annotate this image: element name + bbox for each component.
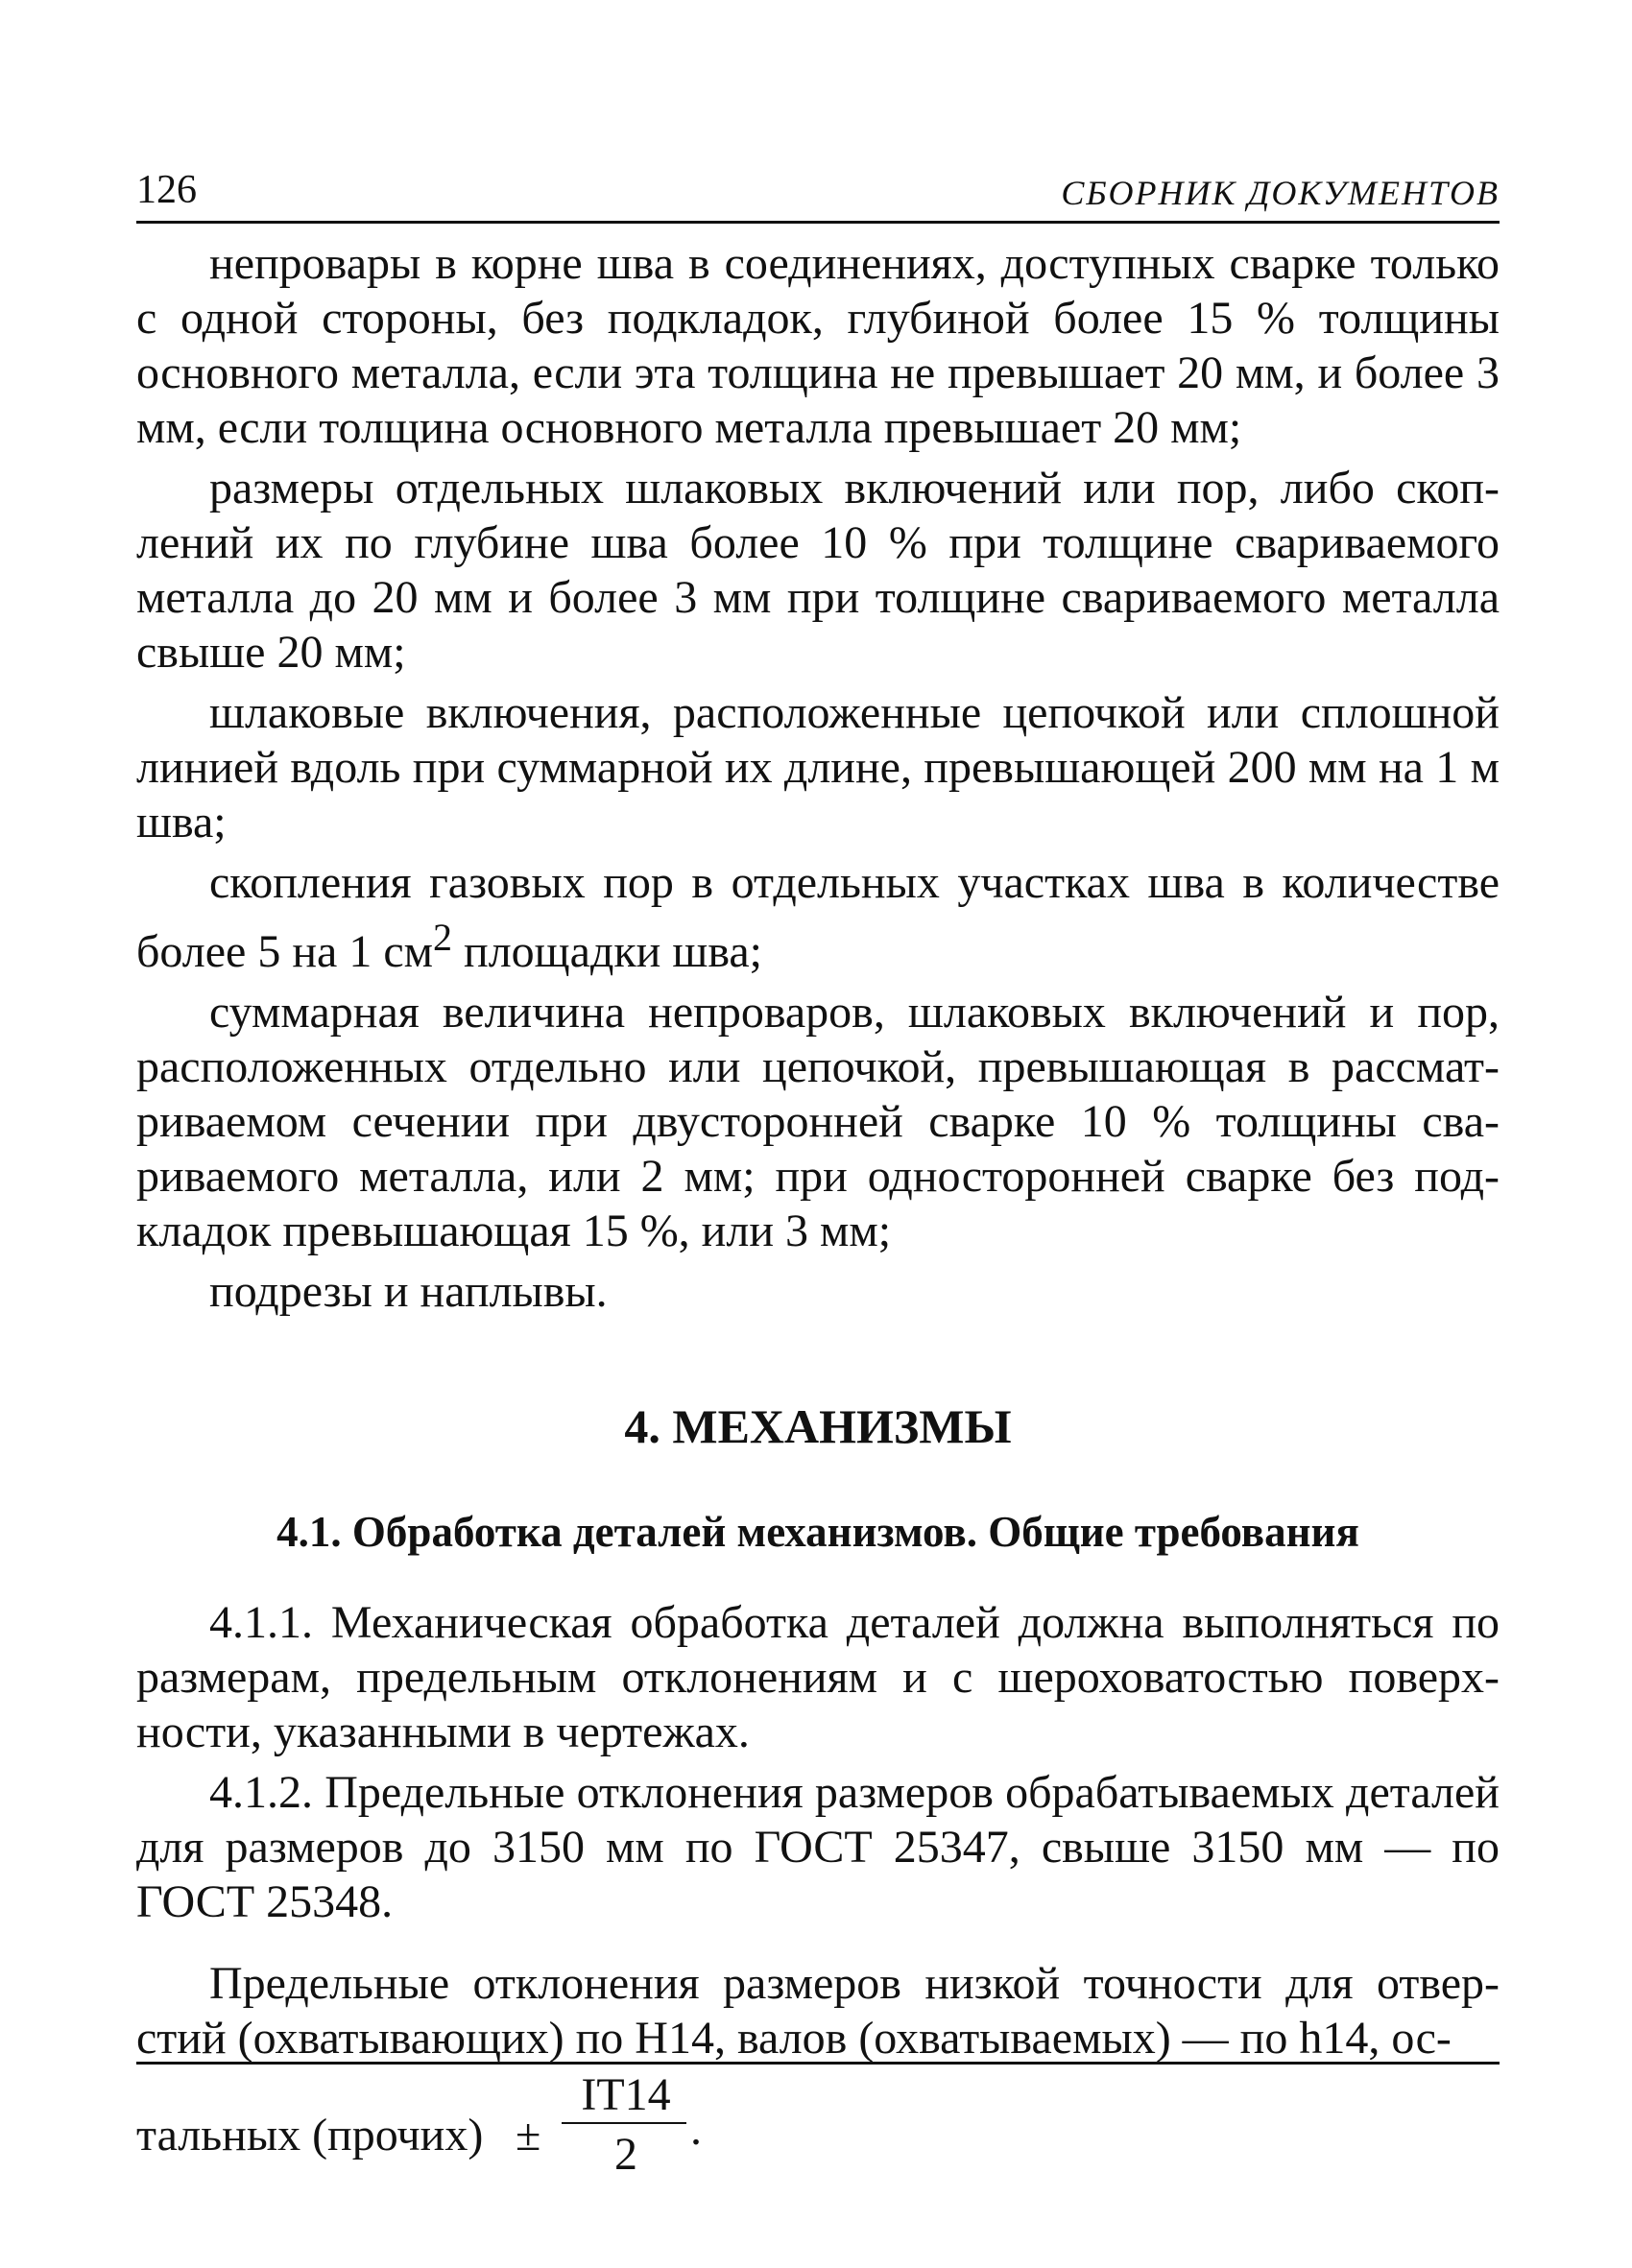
gas-pores-text-end: площадки шва;: [452, 926, 762, 977]
paragraph-gas-pores: [136, 855, 1500, 979]
page-number: 126: [136, 168, 197, 212]
subsection-heading: 4.1. Обработка деталей механизмов. Общие требования: [276, 1508, 1359, 1556]
page-body: [136, 236, 1500, 2180]
paragraph-4-1-2: 4.1.2. Предельные отклонения размеров обрабатываемых деталей для размеров до 3150 мм по ГОСТ 25347, свыше 3150 мм — по ГОСТ 25348.: [136, 1767, 1500, 1927]
paragraph-incomplete-penetration: непровары в корне шва в соединениях, доступных сварке только с одной стороны, без подкладок, глубиной более 15 % толщины основного металла, если эта толщина не превышает 20 мм, и более 3 мм, если толщина основного металла превышает 20 мм;: [136, 238, 1500, 453]
section-heading: 4. МЕХАНИЗМЫ: [624, 1399, 1012, 1453]
paragraph-total-defects: суммарная величина непроваров, шлаковых включений и пор, расположенных отдельно или цепочкой, превышающая в рассматриваемом сечении при двусторонней сварке 10 % толщины свариваемого металла, или 2 мм; при односторонней сварке без подкладок превышающая 15 %, или 3 мм;: [136, 987, 1500, 1256]
fraction-bar: [562, 2122, 686, 2124]
formula-line: [136, 2069, 1500, 2180]
running-header: [136, 154, 1500, 224]
paragraph-low-precision-deviations: Предельные отклонения размеров низкой точности для отверстий (охватывающих) по Н14, валов (охватываемых) — по h14, ос-: [136, 1958, 1500, 2064]
formula-lead-text: тальных (прочих): [136, 2110, 484, 2161]
fraction-numerator: IT14: [581, 2069, 671, 2120]
paragraph-slag-inclusions-chain: шлаковые включения, расположенные цепочкой или сплошной линией вдоль при суммарной их длине, превышающей 200 мм на 1 м шва;: [136, 687, 1500, 848]
journal-title: СБОРНИК ДОКУМЕНТОВ: [1061, 174, 1500, 212]
footer-rule: [136, 2062, 1500, 2065]
paragraph-4-1-1: 4.1.1. Механическая обработка деталей должна выполняться по размерам, предельным отклонениям и с шероховатостью поверхности, указанными в чертежах.: [136, 1597, 1500, 1757]
superscript-squared: 2: [433, 916, 453, 959]
plus-minus-sign: ±: [516, 2110, 541, 2161]
tolerance-fraction: [516, 2067, 765, 2180]
fraction-denominator: 2: [614, 2129, 637, 2180]
paragraph-slag-inclusions-size: размеры отдельных шлаковых включений или пор, либо скоплений их по глубине шва более 10 % при толщине свариваемого металла до 20 мм и более 3 мм при толщине свариваемого металла свыше 20 мм;: [136, 463, 1500, 678]
paragraph-undercuts: подрезы и наплывы.: [209, 1266, 608, 1317]
formula-period: .: [690, 2104, 702, 2155]
gas-pores-text: скопления газовых пор в отдельных участках шва в количестве более 5 на 1 см: [136, 857, 1500, 977]
